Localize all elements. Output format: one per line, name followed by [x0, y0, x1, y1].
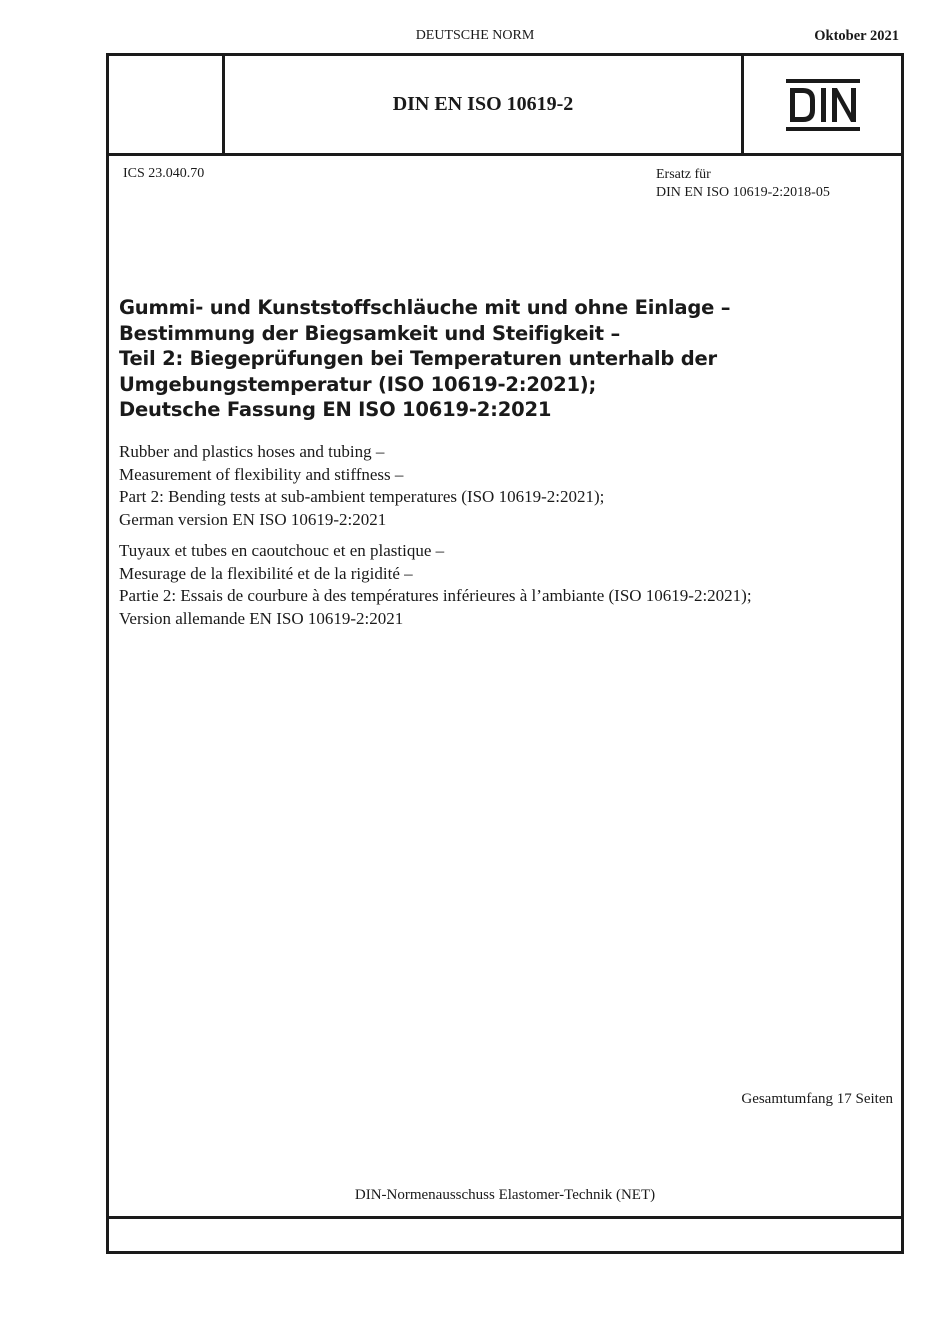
cover-frame: [106, 53, 904, 1254]
document-number: DIN EN ISO 10619-2: [392, 93, 574, 115]
german-title: [119, 295, 889, 423]
german-title-line: Gummi- und Kunststoffschläuche mit und ohne Einlage –: [119, 296, 731, 319]
german-title-line: Deutsche Fassung EN ISO 10619-2:2021: [119, 398, 552, 421]
german-title-line: Teil 2: Biegeprüfungen bei Temperaturen unterhalb der: [119, 347, 717, 370]
replacement-note: [656, 166, 830, 202]
publication-date: Oktober 2021: [814, 28, 899, 44]
replaced-document: DIN EN ISO 10619-2:2018-05: [656, 185, 830, 200]
page-count: Gesamtumfang 17 Seiten: [741, 1091, 893, 1107]
french-title-line: Partie 2: Essais de courbure à des températures inférieures à l’ambiante (ISO 10619-2:2021);: [119, 586, 752, 605]
bottom-divider: [109, 1216, 901, 1219]
document-number-cell: [225, 56, 744, 153]
english-title-line: Rubber and plastics hoses and tubing –: [119, 442, 385, 461]
english-title-line: Part 2: Bending tests at sub-ambient temperatures (ISO 10619-2:2021);: [119, 487, 605, 506]
committee-name: DIN-Normenausschuss Elastomer-Technik (NET): [354, 1187, 656, 1203]
english-title-line: German version EN ISO 10619-2:2021: [119, 509, 387, 529]
logo-cell: [744, 56, 901, 153]
french-title: [119, 540, 899, 630]
replaces-label: Ersatz für: [656, 167, 711, 182]
ics-code: ICS 23.040.70: [123, 166, 205, 181]
empty-cell: [109, 56, 225, 153]
norm-type-label: DEUTSCHE NORM: [415, 28, 535, 43]
english-title-line: Measurement of flexibility and stiffness –: [119, 464, 404, 484]
german-title-line: Bestimmung der Biegsamkeit und Steifigkeit –: [119, 321, 621, 345]
english-title: [119, 441, 899, 531]
french-title-line: Mesurage de la flexibilité et de la rigidité –: [119, 563, 413, 583]
german-title-line: Umgebungstemperatur (ISO 10619-2:2021);: [119, 372, 597, 396]
din-logo: [786, 79, 860, 131]
french-title-line: Version allemande EN ISO 10619-2:2021: [119, 608, 404, 628]
french-title-line: Tuyaux et tubes en caoutchouc et en plastique –: [119, 541, 445, 560]
title-block: [109, 56, 901, 156]
